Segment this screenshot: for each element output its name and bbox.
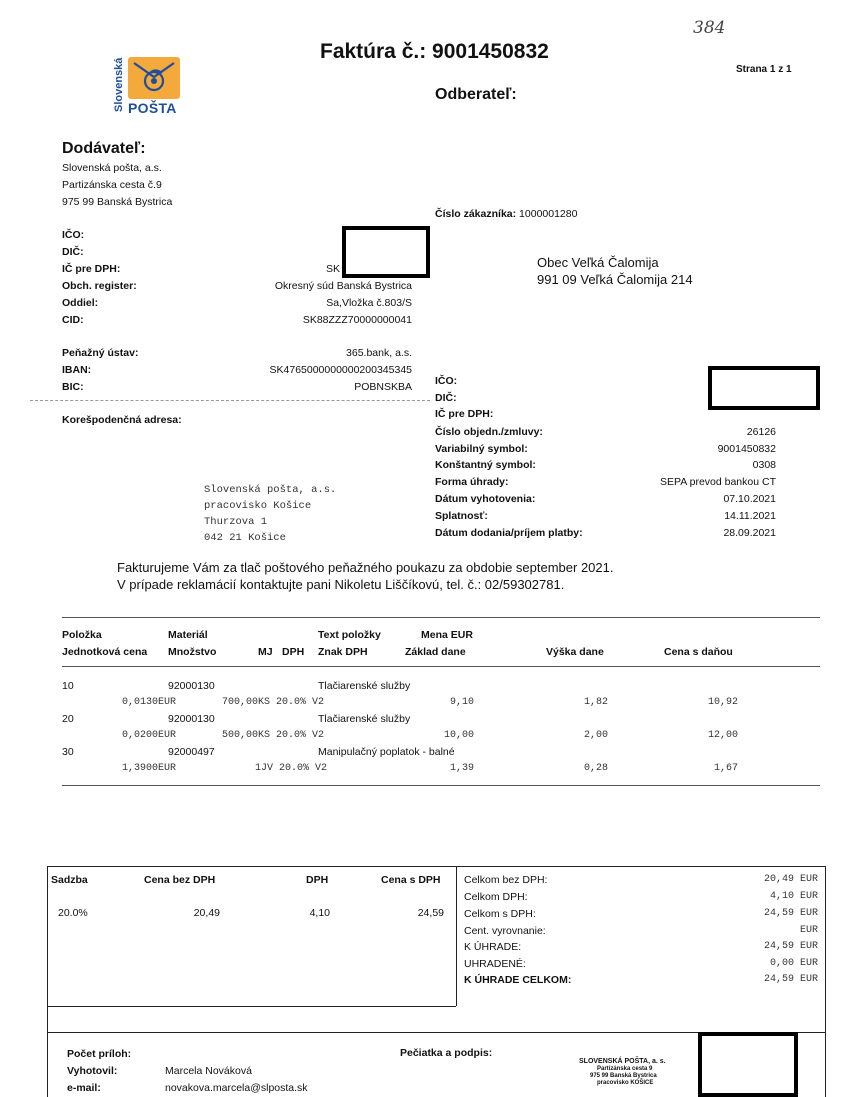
- attachments-label: Počet príloh:: [67, 1048, 132, 1060]
- summary-box-right: [825, 866, 826, 1097]
- redaction-box: [698, 1032, 798, 1097]
- customer-name: Obec Veľká Čalomija: [537, 255, 659, 270]
- col-header-unit-price: Jednotková cena: [62, 646, 148, 658]
- customer-ico-row: IČO:: [435, 375, 458, 387]
- amount-due-row: K ÚHRADE: 24,59 EUR: [464, 941, 818, 953]
- email-label: e-mail:: [67, 1082, 101, 1094]
- order-number-row: Číslo objedn./zmluvy: 26126: [435, 426, 776, 438]
- supplier-name: Slovenská pošta, a.s.: [62, 162, 162, 174]
- slovenska-posta-logo-vertical-text: [110, 56, 126, 114]
- col-header-tax-base: Základ dane: [405, 646, 466, 658]
- customer-number: Číslo zákazníka: 1000001280: [435, 208, 578, 220]
- vat-col-net: Cena bez DPH: [144, 874, 216, 886]
- supplier-ico-row: IČO:: [62, 229, 85, 241]
- col-header-unit: MJ: [258, 646, 273, 658]
- supplier-street: Partizánska cesta č.9: [62, 179, 162, 191]
- total-net-row: Celkom bez DPH: 20,49 EUR: [464, 874, 818, 886]
- issued-by-value: Marcela Nováková: [165, 1065, 252, 1077]
- summary-box-divider: [456, 866, 457, 1006]
- issued-by-label: Vyhotovil:: [67, 1065, 118, 1077]
- paid-row: UHRADENÉ: 0,00 EUR: [464, 958, 818, 970]
- vat-table-bottom: [47, 1006, 456, 1007]
- vat-col-vat: DPH: [306, 874, 329, 886]
- col-header-tax-amount: Výška dane: [546, 646, 604, 658]
- stamp-label: Pečiatka a podpis:: [400, 1047, 493, 1059]
- iban-row: IBAN: SK4765000000000200345345: [62, 364, 412, 376]
- customer-heading: Odberateľ:: [435, 86, 517, 103]
- supplier-heading: Dodávateľ:: [62, 140, 146, 157]
- invoice-message-line-1: Fakturujeme Vám za tlač poštového peňažného poukazu za obdobie september 2021.: [117, 560, 614, 575]
- variable-symbol-row: Variabilný symbol: 9001450832: [435, 443, 776, 455]
- total-gross-row: Celkom s DPH: 24,59 EUR: [464, 908, 818, 920]
- correspondence-label: Korešpodenčná adresa:: [62, 414, 182, 426]
- col-header-item-text: Text položky: [318, 629, 381, 641]
- email-value: novakova.marcela@slposta.sk: [165, 1082, 308, 1094]
- supplier-dic-row: DIČ:: [62, 246, 84, 258]
- amount-due-total-row: K ÚHRADE CELKOM: 24,59 EUR: [464, 974, 818, 986]
- handwritten-page-mark: 384: [693, 18, 726, 38]
- customer-icdph-row: IČ pre DPH:: [435, 408, 494, 420]
- col-header-total: Cena s daňou: [664, 646, 733, 658]
- col-header-currency: Mena EUR: [421, 629, 473, 641]
- constant-symbol-row: Konštantný symbol: 0308: [435, 459, 776, 471]
- col-header-vat-code: Znak DPH: [318, 646, 368, 658]
- correspondence-line-4: 042 21 Košice: [204, 532, 286, 544]
- summary-box-top: [47, 866, 825, 867]
- supplier-city: 975 99 Banská Bystrica: [62, 196, 173, 208]
- supplier-register-row: Obch. register: Okresný súd Banská Bystrica: [62, 280, 412, 292]
- supplier-icdph-row: IČ pre DPH: SK: [62, 263, 341, 275]
- summary-box-left: [47, 866, 48, 1097]
- posta-horn-logo: [128, 57, 180, 99]
- logo-brand-text: POŠTA: [128, 100, 177, 116]
- supplier-section-row: Oddiel: Sa,Vložka č.803/S: [62, 297, 412, 309]
- divider: [62, 666, 820, 667]
- due-date-row: Splatnosť: 14.11.2021: [435, 510, 776, 522]
- correspondence-line-3: Thurzova 1: [204, 516, 268, 528]
- col-header-vat: DPH: [282, 646, 305, 658]
- vat-col-rate: Sadzba: [51, 874, 88, 886]
- customer-address: 991 09 Veľká Čalomija 214: [537, 272, 693, 287]
- col-header-quantity: Množstvo: [168, 646, 217, 658]
- rounding-row: Cent. vyrovnanie: EUR: [464, 925, 818, 937]
- divider: [62, 785, 820, 786]
- total-vat-row: Celkom DPH: 4,10 EUR: [464, 891, 818, 903]
- col-header-material: Materiál: [168, 629, 208, 641]
- scan-line: [30, 400, 430, 401]
- invoice-message-line-2: V prípade reklamácií kontaktujte pani Nikoletu Liščíkovú, tel. č.: 02/59302781.: [117, 577, 565, 592]
- divider: [62, 617, 820, 618]
- issue-date-row: Dátum vyhotovenia: 07.10.2021: [435, 493, 776, 505]
- col-header-position: Položka: [62, 629, 102, 641]
- correspondence-line-1: Slovenská pošta, a.s.: [204, 484, 337, 496]
- bank-name-row: Peňažný ústav: 365.bank, a.s.: [62, 347, 412, 359]
- supplier-cid-row: CID: SK88ZZZ70000000041: [62, 314, 412, 326]
- correspondence-line-2: pracovisko Košice: [204, 500, 312, 512]
- invoice-title: Faktúra č.: 9001450832: [320, 40, 549, 63]
- bic-row: BIC: POBNSKBA: [62, 381, 412, 393]
- redaction-box: [342, 226, 430, 278]
- page-info: Strana 1 z 1: [736, 64, 792, 75]
- customer-dic-row: DIČ:: [435, 392, 457, 404]
- svg-text:Slovenská: Slovenská: [113, 57, 125, 112]
- delivery-date-row: Dátum dodania/príjem platby: 28.09.2021: [435, 527, 776, 539]
- vat-col-gross: Cena s DPH: [381, 874, 441, 886]
- payment-form-row: Forma úhrady: SEPA prevod bankou CT: [435, 476, 776, 488]
